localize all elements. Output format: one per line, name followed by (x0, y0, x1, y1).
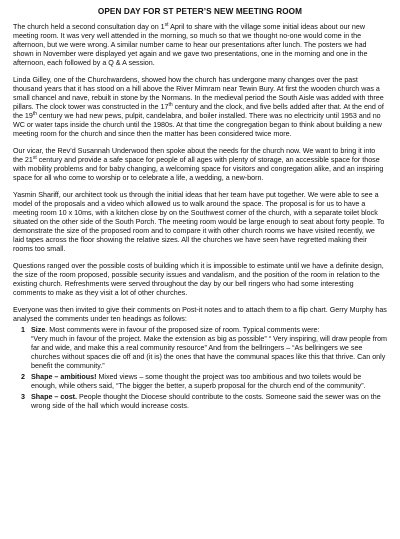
list-item (13, 326, 387, 371)
paragraph-text: Our vicar, the Rev’d Susannah Underwood then spoke about the needs for the church now. We want to bring it into the 21 (13, 147, 376, 164)
paragraph-text: Yasmin Shariff, our architect took us through the initial ideas that her team have put together. We were able to see a model of the proposals and a video which allowed us to walk around the space. The proposal is for us to have a meeting room 10 x 10ms, with a kitchen close by on the Southwest corner of the church, with a separate toilet block situated on the other side of the South Porch. The meeting room would be large enough to seat about forty people. To demonstrate the size of the proposed room and to compare it with other church rooms we have visited recently, we laid tapes across the floor showing the relative sizes. All the churches we have seen have regretted making their rooms too small. (13, 191, 385, 253)
list-item (13, 373, 387, 391)
paragraph-text: Questions ranged over the possible costs of building which it is impossible to estimate until we have a definite design, the size of the room proposed, possible security issues and vandalism, and the position of the room in relation to the existing church. Refreshments were served throughout the day by our bell ringers who had some interesting comments to make as they visit a lot of other churches. (13, 262, 384, 297)
list-item-text: Mixed views – some thought the project was too ambitious and two toilets would be enough, while others said, “The bigger the better, a superb proposal for the church end of the community”. (31, 373, 366, 390)
superscript: st (32, 155, 37, 161)
paragraph-open-day (13, 23, 387, 68)
list-item-body (31, 393, 387, 411)
paragraph-text: century and provide a safe space for people of all ages with plenty of storage, an accessible space for those with mobility problems and for baby changing, a welcoming space for visitors and congregation alike, and an inspiring space for all who come to worship or to celebrate a life, a wedding, a new-born. (13, 156, 384, 182)
list-item-body (31, 373, 387, 391)
superscript: st (164, 22, 169, 28)
paragraph-text: Linda Gilley, one of the Churchwardens, showed how the church has undergone many changes over the past thousand years that it has stood on a hill above the River Mimram near Tewin Bury. At first the wooden church was a small chancel and nave, rebuilt in stone by the Normans. In the medieval period the South Aisle was added with three pillars. The clock tower was constructed in the 17 (13, 76, 384, 111)
list-item-number: 1 (21, 326, 25, 334)
paragraph-comments (13, 306, 387, 324)
list-item-quote: “Very much in favour of the project. Make the extension as big as possible” “ Very inspiring, will draw people from far and wide, and make this a real community resource” And from the bellringers – “As bellringers we see churches without spaces die off and (it is) the ones that have the communal spaces like this that thrive. Can only benefit the community.” (31, 335, 388, 370)
paragraph-vicar (13, 147, 387, 183)
list-item-title: Size (31, 326, 46, 334)
list-item-text: . Most comments were in favour of the proposed size of room. Typical comments were: (45, 326, 320, 334)
paragraph-text: April to share with the village some initial ideas about our new meeting room. It was very well attended in the morning, so much so that we thought no-one would come in the afternoon, but we were wrong. A similar number came to hear our presentations after lunch. The posters we had shown in November were displayed yet again and we gave two presentations, one in the morning and one in the afternoon, each followed by a Q & A session. (13, 23, 368, 67)
list-item-body (31, 326, 387, 371)
list-item-title: Shape – ambitious! (31, 373, 97, 381)
paragraph-text: Everyone was then invited to give their comments on Post-it notes and to attach them to a flip chart. Gerry Murphy has analysed the comments under ten headings as follows: (13, 306, 387, 323)
paragraph-architect (13, 191, 387, 254)
paragraph-text: century and the clock, and five bells added after that. At the end of the 19 (13, 103, 384, 120)
list-item-number: 3 (21, 393, 25, 401)
list-item (13, 393, 387, 411)
superscript: th (168, 102, 173, 108)
list-item-number: 2 (21, 373, 25, 381)
comment-headings-list (13, 326, 387, 411)
paragraph-text: The church held a second consultation day on 1 (13, 23, 165, 31)
paragraph-questions (13, 262, 387, 298)
list-item-title: Shape – cost. (31, 393, 78, 401)
paragraph-history (13, 76, 387, 139)
superscript: th (32, 111, 38, 117)
document-title: OPEN DAY FOR ST PETER’S NEW MEETING ROOM (97, 7, 303, 16)
paragraph-text: century we had new pews, pulpit, candelabra, and boiler installed. There was no electricity until 1953 and no WC or water taps inside the church until the 1980s. At that time the congregation began to think about building a new meeting room for the church and since then the matter has been considered twice more. (13, 112, 382, 138)
list-item-text: People thought the Diocese should contribute to the costs. Someone said the sewer was on the wrong side of the hall which would increase costs. (31, 393, 381, 410)
